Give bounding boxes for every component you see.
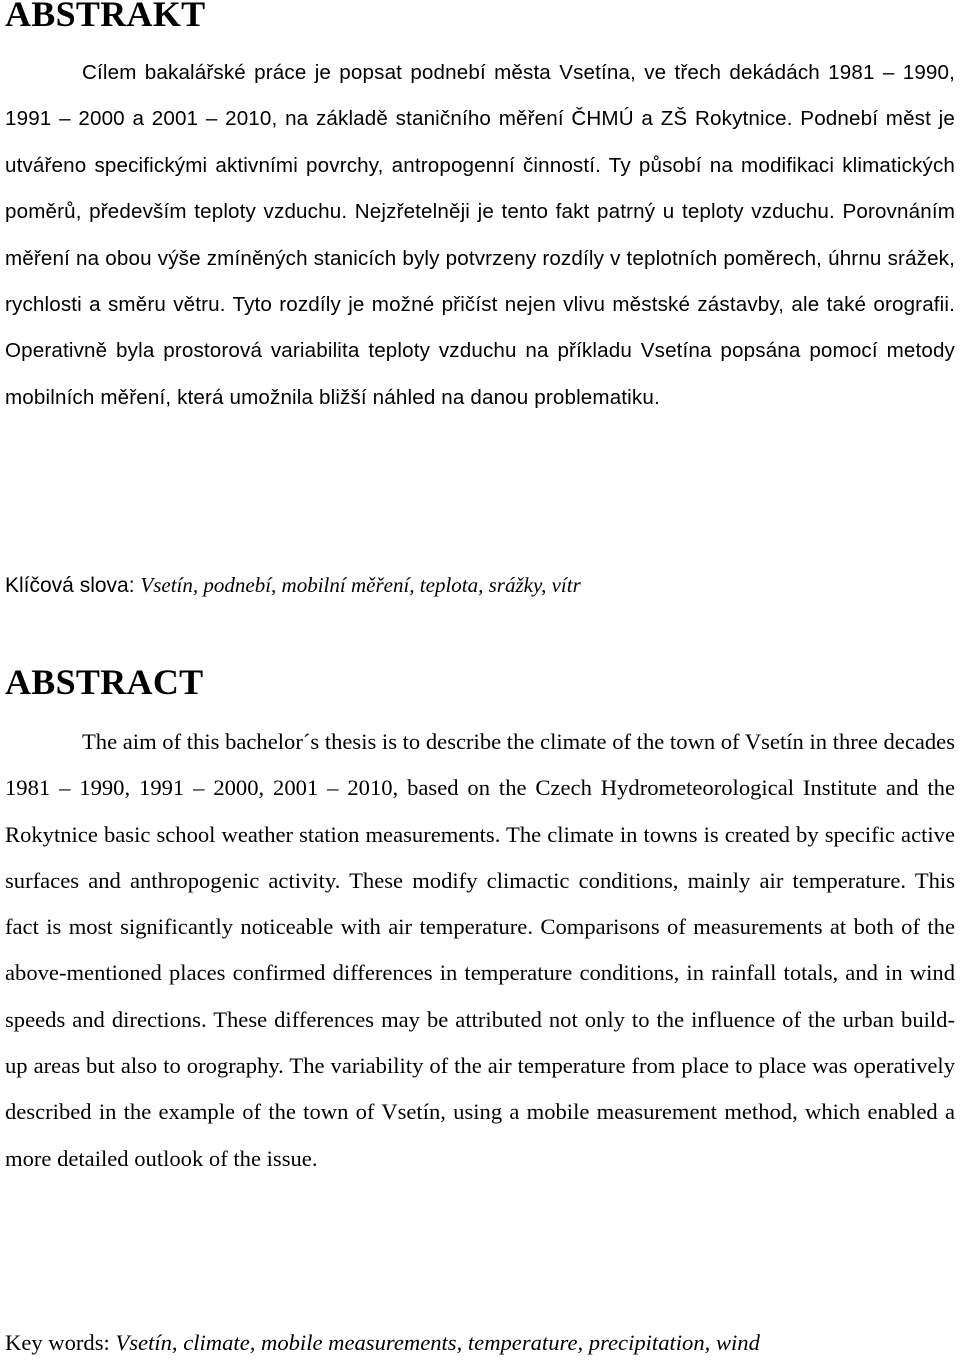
- key-words-values: Vsetín, climate, mobile measurements, temperature, precipitation, wind: [115, 1330, 760, 1355]
- abstrakt-heading: ABSTRAKT: [5, 0, 206, 34]
- klicova-slova-line: [5, 570, 581, 601]
- abstract-heading: ABSTRACT: [5, 662, 204, 702]
- klicova-slova-values: Vsetín, podnebí, mobilní měření, teplota, srážky, vítr: [140, 573, 581, 597]
- klicova-slova-label: Klíčová slova:: [5, 574, 135, 597]
- abstract-paragraph: The aim of this bachelor´s thesis is to describe the climate of the town of Vsetín in three decades 1981 – 1990, 1991 – 2000, 2001 – 2010, based on the Czech Hydrometeorological Institute and the Rokytnice basic school weather station measurements. The climate in towns is created by specific active surfaces and anthropogenic activity. These modify climactic conditions, mainly air temperature. This fact is most significantly noticeable with air temperature. Comparisons of measurements at both of the above-mentioned places confirmed differences in temperature conditions, in rainfall totals, and in wind speeds and directions. These differences may be attributed not only to the influence of the urban build-up areas but also to orography. The variability of the air temperature from place to place was operatively described in the example of the town of Vsetín, using a mobile measurement method, which enabled a more detailed outlook of the issue.: [5, 729, 955, 1171]
- key-words-label: Key words:: [5, 1330, 110, 1355]
- key-words-line: [5, 1328, 760, 1358]
- abstrakt-paragraph: Cílem bakalářské práce je popsat podnebí města Vsetína, ve třech dekádách 1981 – 1990, 1991 – 2000 a 2001 – 2010, na základě staničního měření ČHMÚ a ZŠ Rokytnice. Podnebí měst je utvářeno specifickými aktivními povrchy, antropogenní činností. Ty působí na modifikaci klimatických poměrů, především teploty vzduchu. Nejzřetelněji je tento fakt patrný u teploty vzduchu. Porovnáním měření na obou výše zmíněných stanicích byly potvrzeny rozdíly v teplotních poměrech, úhrnu srážek, rychlosti a směru větru. Tyto rozdíly je možné přičíst nejen vlivu městské zástavby, ale také orografii. Operativně byla prostorová variabilita teploty vzduchu na příkladu Vsetína popsána pomocí metody mobilních měření, která umožnila bližší náhled na danou problematiku.: [5, 61, 955, 409]
